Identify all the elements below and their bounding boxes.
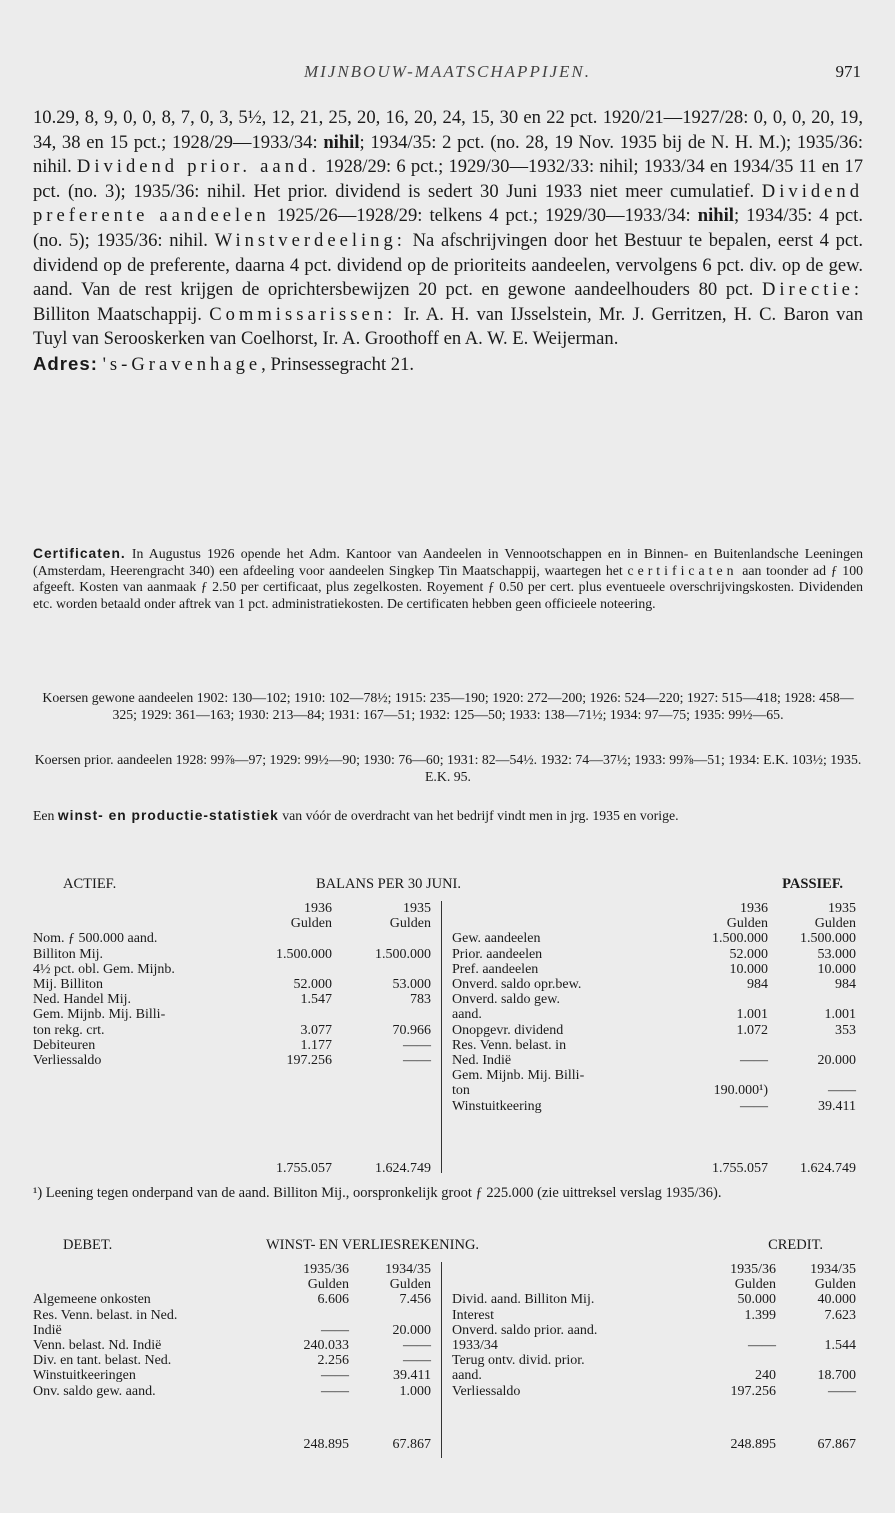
balans-title-row — [33, 876, 863, 894]
row-label: Nom. ƒ 500.000 aand. — [33, 931, 158, 947]
row-value: 6.606 — [317, 1292, 349, 1308]
table-row — [33, 1368, 431, 1383]
row-value: 1.500.000 — [800, 931, 856, 947]
row-label: Debiteuren — [33, 1037, 96, 1053]
row-value: 1.177 — [300, 1037, 332, 1053]
row-value — [668, 1038, 768, 1053]
table-row — [452, 1338, 856, 1353]
row-value — [332, 1007, 431, 1022]
text-run: ; 1934/35: 2 pct. (no. 28, 19 Nov. 1935 bij de N. H. M.); 1935/36: nihil. — [33, 131, 864, 178]
row-label: 1933/34 — [452, 1338, 498, 1354]
text-run: Billiton Maatschappij. — [33, 303, 210, 325]
row-value — [768, 1038, 856, 1053]
row-value — [668, 992, 768, 1007]
row-value: 2.256 — [317, 1353, 349, 1369]
running-head — [0, 62, 895, 86]
table-row — [33, 992, 431, 1007]
table-row — [452, 1023, 856, 1038]
row-value — [668, 1068, 768, 1083]
row-value: 1.072 — [736, 1022, 768, 1038]
row-value: 7.456 — [399, 1292, 431, 1308]
row-label: Onverd. saldo gew. — [452, 992, 560, 1008]
table-row — [33, 977, 431, 992]
table-row — [452, 1038, 856, 1053]
row-value — [768, 1068, 856, 1083]
column-unit: Gulden — [389, 1277, 431, 1293]
row-value: 10.000 — [729, 961, 768, 977]
table-row — [452, 977, 856, 992]
row-value: —— — [740, 1053, 768, 1069]
column-unit: Gulden — [734, 1277, 776, 1293]
row-value: 1.001 — [824, 1007, 856, 1023]
text-run: In Augustus 1926 opende het Adm. Kantoor van Aandeelen in Vennootschappen en in Binnen- en Buitenlandsche Leeningen (Amsterdam, Heerengracht 340) een afdeeling voor aandeelen Singkep Tin Maatschappij, waartegen het — [33, 546, 863, 578]
actief-heading: ACTIEF. — [63, 876, 117, 892]
wv-credit-totals — [452, 1437, 856, 1452]
wv-title-row — [33, 1237, 863, 1255]
row-label: Verliessaldo — [452, 1383, 521, 1399]
dividend-paragraph — [33, 106, 863, 378]
row-value: 10.000 — [817, 961, 856, 977]
page-number: 971 — [835, 62, 861, 81]
certificaten-label: Certificaten. — [33, 546, 126, 561]
row-value — [776, 1353, 856, 1368]
table-row — [452, 1083, 856, 1098]
balans-passief-table — [452, 901, 856, 1114]
row-value: 40.000 — [817, 1292, 856, 1308]
table-row — [33, 1338, 431, 1353]
table-row — [33, 1277, 431, 1292]
total-value: 248.895 — [730, 1437, 776, 1452]
table-row — [452, 1323, 856, 1338]
column-unit: Gulden — [814, 916, 856, 932]
wv-debet-totals — [33, 1437, 431, 1452]
spaced-heading: Directie: — [761, 279, 863, 301]
row-value: 783 — [410, 992, 431, 1008]
table-row — [452, 1262, 856, 1277]
row-value: 1.500.000 — [375, 946, 431, 962]
table-row — [452, 1277, 856, 1292]
balans-divider — [441, 901, 442, 1173]
row-value: 240 — [755, 1368, 776, 1384]
row-label: Divid. aand. Billiton Mij. — [452, 1292, 595, 1308]
column-unit: Gulden — [726, 916, 768, 932]
row-label: Gem. Mijnb. Mij. Billi- — [452, 1068, 585, 1084]
certificaten-paragraph — [33, 546, 863, 612]
row-label: Div. en tant. belast. Ned. — [33, 1353, 172, 1369]
row-value: —— — [740, 1098, 768, 1114]
row-value: 18.700 — [817, 1368, 856, 1384]
row-value — [332, 931, 431, 946]
text-run: Ir. A. H. van IJsselstein, Mr. J. Gerritzen, H. C. Baron van Tuyl van Serooskerken van Coelhorst, Ir. A. Groothoff en A. W. E. Weijerman. — [33, 303, 863, 350]
table-row — [452, 1384, 856, 1399]
table-row — [452, 962, 856, 977]
row-value — [332, 962, 431, 977]
row-label: Winstuitkeeringen — [33, 1368, 136, 1384]
address-city: 's-Gravenhage — [102, 353, 262, 375]
koersen-gewone: Koersen gewone aandeelen 1902: 130—102; 1910: 102—78½; 1915: 235—190; 1920: 272—200; 1926: 524—220; 1927: 515—418; 1928: 458—325; 1929: 361—163; 1930: 213—84; 1931: 167—51; 1932: 125—50; 1933: 138—71½; 1934: 97—75; 1935: 99½—65. — [42, 690, 854, 722]
table-row — [33, 1038, 431, 1053]
row-value: —— — [321, 1383, 349, 1399]
row-label: ton rekg. crt. — [33, 1022, 105, 1038]
row-label: Billiton Mij. — [33, 946, 104, 962]
row-label: aand. — [452, 1007, 482, 1023]
text-run: Een — [33, 808, 58, 823]
table-row — [33, 1053, 431, 1068]
table-row — [452, 1053, 856, 1068]
row-value: 53.000 — [392, 977, 431, 993]
row-value: —— — [321, 1322, 349, 1338]
table-row — [33, 1308, 431, 1323]
balans-title: BALANS PER 30 JUNI. — [316, 876, 462, 892]
row-value: 190.000¹) — [713, 1083, 768, 1099]
row-value — [776, 1323, 856, 1338]
table-row — [452, 1068, 856, 1083]
row-value: —— — [403, 1353, 431, 1369]
row-value: 3.077 — [300, 1022, 332, 1038]
row-value: 1.500.000 — [712, 931, 768, 947]
balans-actief-totals — [33, 1161, 431, 1176]
row-label: Res. Venn. belast. in — [452, 1037, 567, 1053]
table-row — [452, 1353, 856, 1368]
row-value: 52.000 — [729, 946, 768, 962]
row-label: Interest — [452, 1307, 494, 1323]
row-label: Onverd. saldo prior. aand. — [452, 1322, 598, 1338]
spaced-heading: Commissarissen: — [209, 303, 397, 325]
row-value: —— — [828, 1083, 856, 1099]
table-row — [33, 1323, 431, 1338]
table-row — [452, 901, 856, 916]
statistiek-note — [33, 808, 863, 825]
column-year: 1935 — [828, 901, 856, 916]
row-value: 50.000 — [737, 1292, 776, 1308]
row-value: —— — [403, 1037, 431, 1053]
total-value: 67.867 — [817, 1437, 856, 1452]
row-value: —— — [828, 1383, 856, 1399]
row-value: —— — [403, 1053, 431, 1069]
table-row — [33, 1262, 431, 1277]
running-title: MIJNBOUW-MAATSCHAPPIJEN. — [303, 62, 592, 81]
row-value — [267, 1308, 349, 1323]
row-value: 197.256 — [286, 1053, 332, 1069]
spaced-heading: certificaten — [627, 562, 738, 578]
row-label: 4½ pct. obl. Gem. Mijnb. — [33, 961, 175, 977]
row-value: 197.256 — [730, 1383, 776, 1399]
total-value: 248.895 — [303, 1437, 349, 1452]
text-run: Na afschrijvingen door het Bestuur te bepalen, eerst 4 pct. dividend op de preferente, daarna 4 pct. dividend op de prioriteits aandeelen, vervolgens 6 pct. div. op de gew. aand. Van de rest krijgen de oprichtersbewijzen 20 pct. en gewone aandeelhouders 80 pct. — [33, 229, 863, 301]
text-run: nihil — [323, 131, 360, 153]
table-row — [452, 947, 856, 962]
row-value — [768, 992, 856, 1007]
column-year: 1936 — [740, 901, 768, 916]
total-value: 1.755.057 — [276, 1161, 332, 1176]
row-value: 1.000 — [399, 1383, 431, 1399]
table-row — [33, 901, 431, 916]
column-year: 1934/35 — [385, 1262, 431, 1277]
table-row — [452, 992, 856, 1007]
row-value: 1.399 — [744, 1307, 776, 1323]
address-street: , Prinsessegracht 21. — [261, 353, 415, 375]
row-value: 984 — [835, 977, 856, 993]
column-year: 1934/35 — [810, 1262, 856, 1277]
table-row — [452, 931, 856, 946]
balans-footnote: ¹) Leening tegen onderpand van de aand. Billiton Mij., oorspronkelijk groot ƒ 225.000 (zie uittreksel verslag 1935/36). — [33, 1185, 722, 1201]
table-row — [33, 962, 431, 977]
column-year: 1935/36 — [730, 1262, 776, 1277]
row-value: 52.000 — [293, 977, 332, 993]
table-row — [452, 916, 856, 931]
row-value: 39.411 — [818, 1098, 856, 1114]
text-run: 1925/26—1928/29: telkens 4 pct.; 1929/30—1933/34: — [269, 205, 698, 227]
debet-heading: DEBET. — [63, 1237, 113, 1253]
row-label: Res. Venn. belast. in Ned. — [33, 1307, 178, 1323]
row-label: Ned. Handel Mij. — [33, 992, 131, 1008]
table-row — [452, 1308, 856, 1323]
row-label: Ned. Indië — [452, 1053, 512, 1069]
row-value: 1.500.000 — [276, 946, 332, 962]
row-label: Pref. aandeelen — [452, 961, 539, 977]
row-value: 20.000 — [392, 1322, 431, 1338]
row-value: 1.001 — [736, 1007, 768, 1023]
text-run: van vóór de overdracht van het bedrijf vindt men in jrg. 1935 en vorige. — [278, 808, 679, 823]
table-row — [452, 1099, 856, 1114]
row-value — [696, 1323, 776, 1338]
column-unit: Gulden — [814, 1277, 856, 1293]
row-label: ton — [452, 1083, 470, 1099]
row-value — [233, 931, 332, 946]
row-value: 984 — [747, 977, 768, 993]
text-run: nihil — [697, 205, 734, 227]
table-row — [33, 1292, 431, 1307]
row-label: Prior. aandeelen — [452, 946, 543, 962]
total-row — [33, 1437, 431, 1452]
row-value: 7.623 — [824, 1307, 856, 1323]
text-run: ; 1934/35: 4 pct. (no. 5); 1935/36: nihil. — [33, 205, 863, 251]
balans-actief-table — [33, 901, 431, 1068]
row-label: Terug ontv. divid. prior. — [452, 1353, 585, 1369]
text-run: 10.29, 8, 9, 0, 0, 8, 7, 0, 3, 5½, 12, 21, 25, 20, 16, 20, 24, 15, 30 en 22 pct. 1920/21—1927/28: 0, 0, 0, 20, 19, 34, 38 en 15 pct.; 1928/29—1933/34: — [33, 107, 863, 153]
column-unit: Gulden — [290, 916, 332, 932]
total-value: 1.624.749 — [375, 1161, 431, 1176]
total-value: 1.624.749 — [800, 1161, 856, 1176]
column-unit: Gulden — [307, 1277, 349, 1293]
total-row — [33, 1161, 431, 1176]
row-value: —— — [748, 1338, 776, 1354]
column-year: 1935 — [403, 901, 431, 916]
row-value: 1.544 — [824, 1338, 856, 1354]
table-row — [33, 947, 431, 962]
table-row — [33, 1353, 431, 1368]
table-row — [452, 1292, 856, 1307]
total-value: 1.755.057 — [712, 1161, 768, 1176]
row-value: 353 — [835, 1022, 856, 1038]
row-value: 20.000 — [817, 1053, 856, 1069]
total-row — [452, 1437, 856, 1452]
row-value — [349, 1308, 431, 1323]
row-value — [233, 1007, 332, 1022]
address-label: Adres: — [33, 352, 98, 374]
table-row — [452, 1368, 856, 1383]
spaced-heading: Dividend preferente aandeelen — [33, 180, 863, 227]
row-label: aand. — [452, 1368, 482, 1384]
row-value — [696, 1353, 776, 1368]
wv-divider — [441, 1262, 442, 1458]
column-unit: Gulden — [389, 916, 431, 932]
row-label: Gem. Mijnb. Mij. Billi- — [33, 1007, 166, 1023]
row-label: Venn. belast. Nd. Indië — [33, 1338, 162, 1354]
passief-heading: PASSIEF. — [782, 876, 843, 892]
row-label: Gew. aandeelen — [452, 931, 541, 947]
row-label: Verliessaldo — [33, 1053, 102, 1069]
balans-passief-totals — [452, 1161, 856, 1176]
table-row — [33, 1023, 431, 1038]
table-row — [33, 1007, 431, 1022]
wv-title: WINST- EN VERLIESREKENING. — [266, 1237, 480, 1253]
row-value: 240.033 — [303, 1338, 349, 1354]
wv-credit-table — [452, 1262, 856, 1399]
text-run: 1928/29: 6 pct.; 1929/30—1932/33: nihil; 1933/34 en 1934/35 11 en 17 pct. (no. 3); 1935/36: nihil. Het prior. dividend is sedert 30 Juni 1933 niet meer cumulatief. — [33, 156, 863, 202]
row-label: Winstuitkeering — [452, 1098, 542, 1114]
wv-debet-table — [33, 1262, 431, 1399]
row-label: Mij. Billiton — [33, 977, 104, 993]
koersen-prior: Koersen prior. aandeelen 1928: 99⅞—97; 1929: 99½—90; 1930: 76—60; 1931: 82—54½. 1932: 74—37½; 1933: 99⅞—51; 1934: E.K. 103½; 1935. E.K. 95. — [34, 752, 862, 784]
row-value: 70.966 — [392, 1022, 431, 1038]
row-value: —— — [403, 1338, 431, 1354]
row-label: Algemeene onkosten — [33, 1292, 151, 1308]
credit-heading: CREDIT. — [768, 1237, 823, 1253]
row-label: Onverd. saldo opr.bew. — [452, 977, 582, 993]
total-row — [452, 1161, 856, 1176]
row-value: 53.000 — [817, 946, 856, 962]
spaced-heading: Winstverdeeling: — [214, 229, 406, 251]
row-value: 39.411 — [393, 1368, 431, 1384]
row-value: 1.547 — [300, 992, 332, 1008]
spaced-heading: Dividend prior. aand. — [76, 156, 320, 178]
row-label: Indië — [33, 1322, 62, 1338]
table-row — [452, 1007, 856, 1022]
table-row — [33, 931, 431, 946]
table-row — [33, 916, 431, 931]
column-year: 1936 — [304, 901, 332, 916]
text-run: aan toonder ad ƒ 100 afgeeft. Kosten van aanmaak ƒ 2.50 per certificaat, plus zegelkosten. Royement ƒ 0.50 per cert. plus eventueele overschrijvingskosten. Dividenden etc. worden betaald onder aftrek van 1 pct. administratiekosten. De certificaten hebben geen officieele noteering. — [33, 562, 863, 611]
row-value: —— — [321, 1368, 349, 1384]
row-label: Onv. saldo gew. aand. — [33, 1383, 156, 1399]
row-value — [233, 962, 332, 977]
table-row — [33, 1384, 431, 1399]
total-value: 67.867 — [392, 1437, 431, 1452]
row-label: Onopgevr. dividend — [452, 1022, 564, 1038]
column-year: 1935/36 — [303, 1262, 349, 1277]
statistiek-link-text: winst- en productie-statistiek — [57, 808, 279, 823]
